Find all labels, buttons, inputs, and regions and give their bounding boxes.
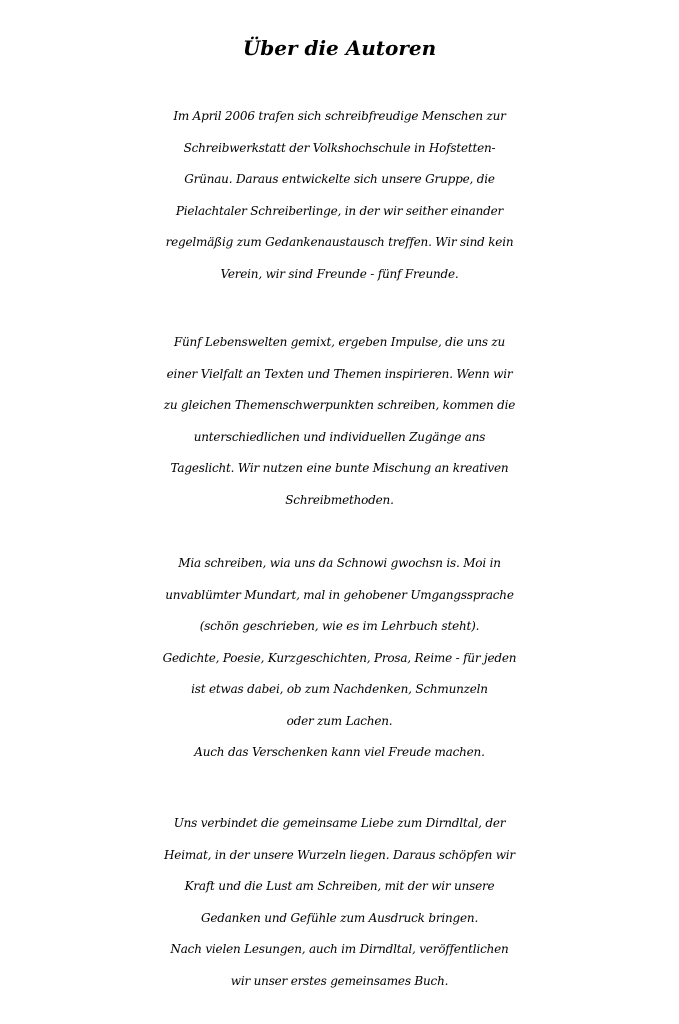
text-line: Schreibmethoden. — [285, 492, 394, 507]
text-line: Tageslicht. Wir nutzen eine bunte Mischung an kreativen — [170, 461, 509, 475]
text-line: Auch das Verschenken kann viel Freude machen. — [194, 745, 485, 759]
text-line: Nach vielen Lesungen, auch im Dirndltal, veröffentlichen — [170, 942, 509, 956]
text-line: Uns verbindet die gemeinsame Liebe zum Dirndltal, der — [173, 816, 506, 830]
text-line: Gedanken und Gefühle zum Ausdruck bringen. — [200, 910, 479, 925]
paragraph-intro — [0, 101, 679, 290]
text-line: regelmäßig zum Gedankenaustausch treffen. Wir sind kein — [165, 235, 514, 249]
text-line: Verein, wir sind Freunde - fünf Freunde. — [220, 266, 459, 281]
text-line: Gedichte, Poesie, Kurzgeschichten, Prosa, Reime - für jeden — [162, 650, 517, 665]
text-line: Grünau. Daraus entwickelte sich unsere Gruppe, die — [184, 172, 495, 186]
text-line: ist etwas dabei, ob zum Nachdenken, Schmunzeln — [191, 682, 488, 696]
text-line: (schön geschrieben, wie es im Lehrbuch steht). — [199, 619, 480, 633]
text-line: Kraft und die Lust am Schreiben, mit der wir unsere — [184, 879, 495, 893]
page-title: Über die Autoren — [242, 36, 437, 60]
text-line: wir unser erstes gemeinsames Buch. — [230, 973, 449, 988]
text-line: Schreibwerkstatt der Volkshochschule in Hofstetten- — [183, 140, 496, 155]
paragraph-mundart — [0, 548, 679, 769]
paragraph-lebenswelten — [0, 327, 679, 516]
text-line: Pielachtaler Schreiberlinge, in der wir seither einander — [175, 203, 504, 218]
text-line: oder zum Lachen. — [286, 713, 393, 728]
text-line: Fünf Lebenswelten gemixt, ergeben Impulse, die uns zu — [173, 335, 506, 349]
text-line: Mia schreiben, wia uns da Schnowi gwochsn is. Moi in — [178, 556, 501, 570]
text-line: zu gleichen Themenschwerpunkten schreiben, kommen die — [163, 398, 516, 412]
text-line: Im April 2006 trafen sich schreibfreudige Menschen zur — [173, 109, 506, 123]
text-line: unterschiedlichen und individuellen Zugänge ans — [193, 429, 486, 444]
paragraph-dirndltal — [0, 808, 679, 997]
text-line: unvablümter Mundart, mal in gehobener Umgangssprache — [165, 587, 514, 602]
text-line: einer Vielfalt an Texten und Themen inspirieren. Wenn wir — [166, 366, 513, 381]
text-line: Heimat, in der unsere Wurzeln liegen. Daraus schöpfen wir — [164, 847, 515, 862]
